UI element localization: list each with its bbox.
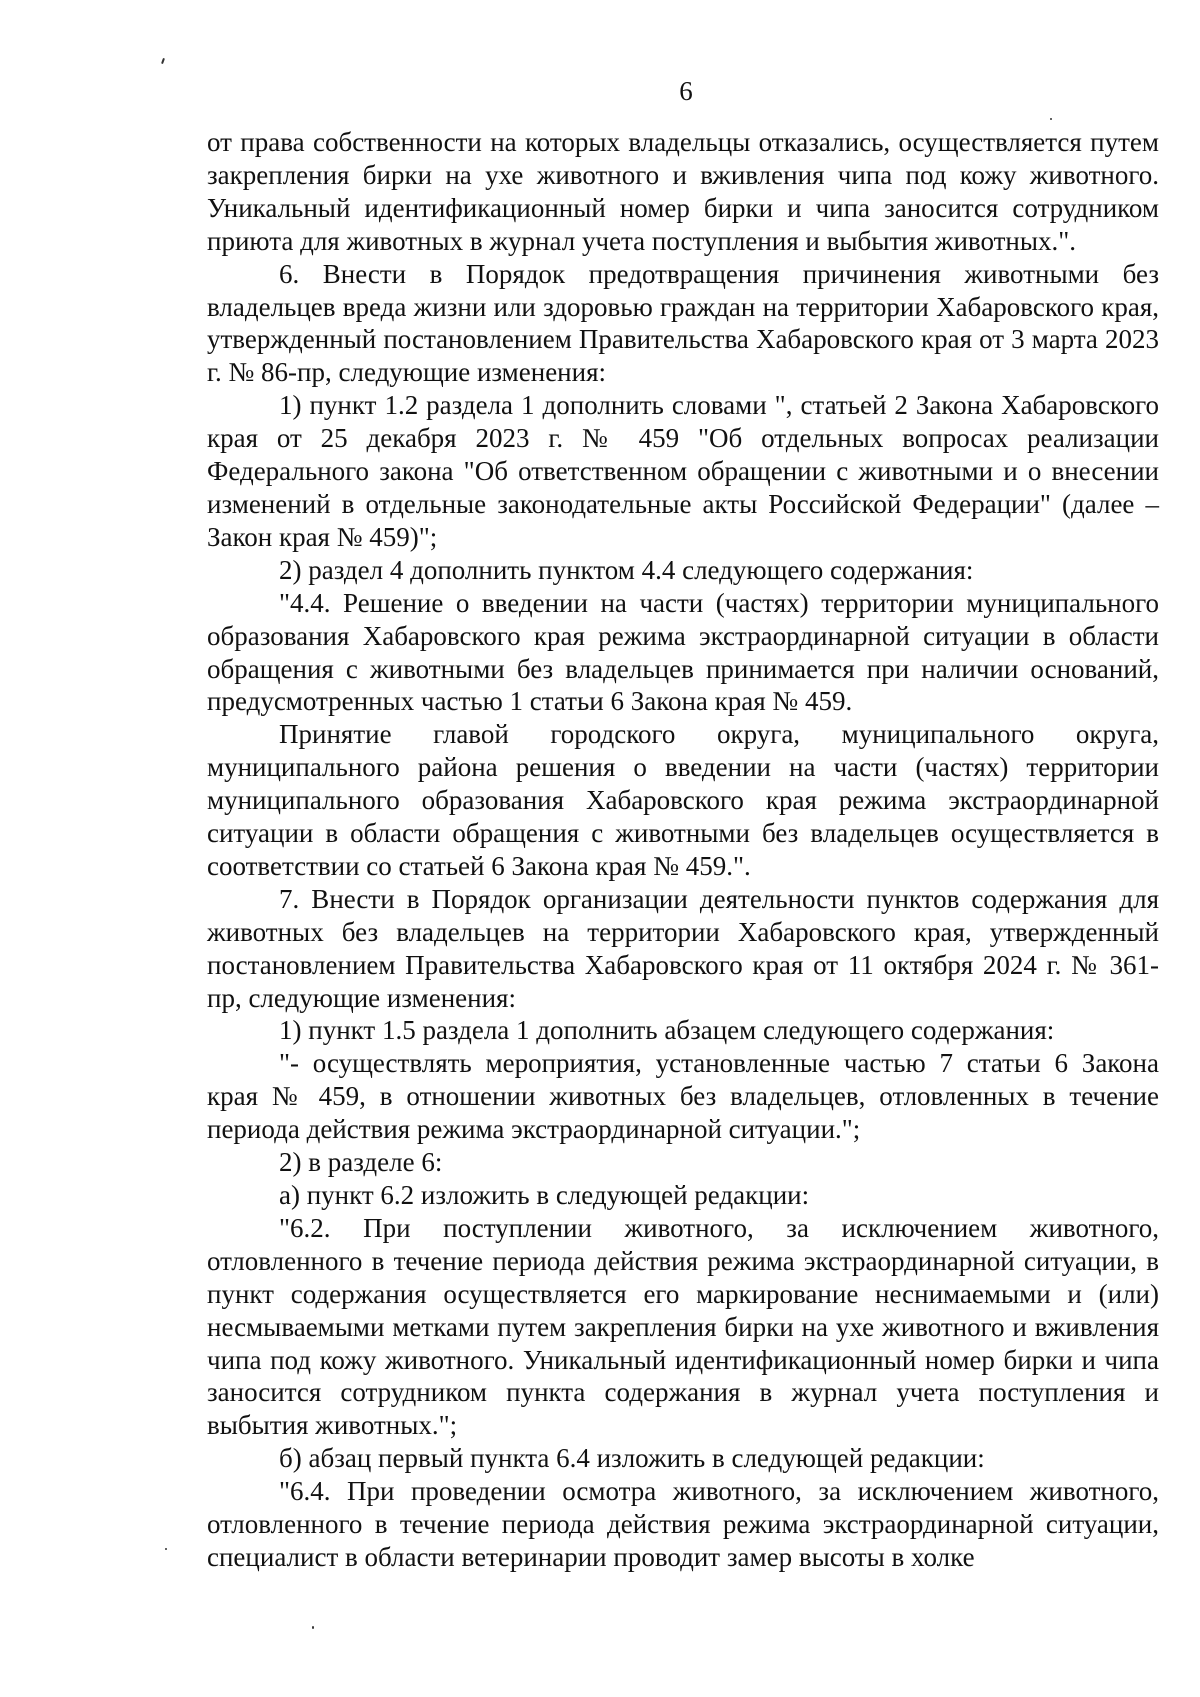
scan-speck [312, 1626, 314, 1629]
document-body [207, 126, 1159, 1574]
paragraph-clause-6-4: "6.4. При проведении осмотра животного, за исключением животного, отловленного в течение периода действия режима экстраординарной ситуации, специалист в области ветеринарии проводит замер высоты в холке [207, 1476, 1159, 1572]
page-number: 6 [679, 76, 693, 106]
paragraph-clause-4-4: "4.4. Решение о введении на части (частях) территории муниципального образования Хабаровского края режима экстраординарной ситуации в области обращения с животными без владельцев принимается при наличии оснований, предусмотренных частью 1 статьи 6 Закона края № 459. [207, 587, 1159, 717]
scan-speck [161, 58, 165, 64]
paragraph-subitem-6-1: 1) пункт 1.2 раздела 1 дополнить словами ", статьей 2 Закона Хабаровского края от 25 декабря 2023 г. № 459 "Об отдельных вопросах реализации Федерального закона "Об ответственном обращении с животными и о внесении изменений в отдельные законодательные акты Российской Федерации" (далее – Закон края № 459)"; [207, 390, 1159, 552]
paragraph-item-6: 6. Внести в Порядок предотвращения причинения животными без владельцев вреда жизни или здоровью граждан на территории Хабаровского края, утвержденный постановлением Правительства Хабаровского края от 3 марта 2023 г. № 86-пр, следующие изменения: [207, 258, 1159, 388]
scan-speck [165, 1548, 167, 1550]
scan-speck [1050, 118, 1052, 120]
paragraph-subitem-7-2: 2) в разделе 6: [279, 1147, 443, 1178]
paragraph-clause-1-5-addition: "- осуществлять мероприятия, установленные частью 7 статьи 6 Закона края № 459, в отношении животных без владельцев, отловленных в течение периода действия режима экстраординарной ситуации."; [207, 1048, 1159, 1145]
paragraph-clause-4-4-second: Принятие главой городского округа, муниципального округа, муниципального района решения о введении на части (частях) территории муниципального образования Хабаровского края режима экстраординарной ситуации в области обращения с животными без владельцев осуществляется в соответствии со статьей 6 Закона края № 459.". [207, 719, 1159, 881]
paragraph-subitem-b: б) абзац первый пункта 6.4 изложить в следующей редакции: [279, 1443, 985, 1474]
paragraph-item-7: 7. Внести в Порядок организации деятельности пунктов содержания для животных без владельцев на территории Хабаровского края, утвержденный постановлением Правительства Хабаровского края от 11 октября 2024 г. № 361-пр, следующие изменения: [207, 883, 1159, 1013]
paragraph-subitem-7-1: 1) пункт 1.5 раздела 1 дополнить абзацем следующего содержания: [279, 1015, 1055, 1046]
paragraph-subitem-6-2: 2) раздел 4 дополнить пунктом 4.4 следующего содержания: [279, 554, 974, 585]
paragraph-continuation: от права собственности на которых владельцы отказались, осуществляется путем закрепления бирки на ухе животного и вживления чипа под кожу животного. Уникальный идентификационный номер бирки и чипа заносится сотрудником приюта для животных в журнал учета поступления и выбытия животных.". [207, 127, 1159, 256]
paragraph-clause-6-2: "6.2. При поступлении животного, за исключением животного, отловленного в течение периода действия режима экстраординарной ситуации, в пункт содержания осуществляется его маркирование неснимаемыми и (или) несмываемыми метками путем закрепления бирки на ухе животного и вживления чипа под кожу животного. Уникальный идентификационный номер бирки и чипа заносится сотрудником пункта содержания в журнал учета поступления и выбытия животных."; [207, 1212, 1159, 1441]
paragraph-subitem-a: а) пункт 6.2 изложить в следующей редакции: [279, 1180, 810, 1210]
